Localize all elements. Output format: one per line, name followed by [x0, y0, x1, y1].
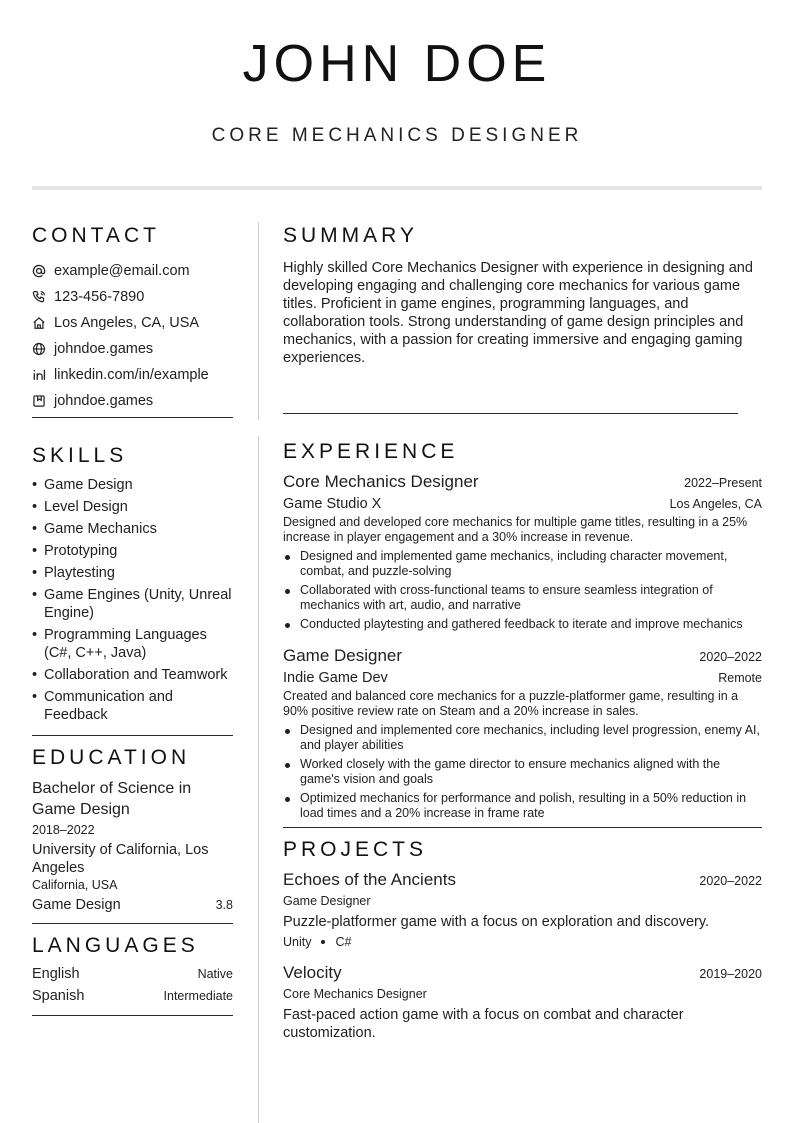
- education-field: Game Design: [32, 897, 121, 913]
- project-description: Puzzle-platformer game with a focus on exploration and discovery.: [283, 914, 710, 930]
- contact-linkedin[interactable]: [32, 362, 233, 388]
- phone-icon: [32, 290, 46, 304]
- projects-heading: PROJECTS: [283, 838, 428, 861]
- contact-list: [32, 258, 233, 414]
- left-column: [32, 224, 233, 1016]
- contact-email-text: example@email.com: [54, 263, 190, 279]
- at-icon: [32, 264, 46, 278]
- job-location: Los Angeles, CA: [669, 497, 762, 511]
- contact-phone[interactable]: [32, 284, 233, 310]
- job-company: Game Studio X: [283, 496, 382, 512]
- skill-item: • Level Design: [32, 498, 233, 516]
- contact-linkedin-text: linkedin.com/in/example: [54, 367, 209, 383]
- contact-website[interactable]: [32, 336, 233, 362]
- skills-list: [32, 476, 233, 724]
- candidate-name: JOHN DOE: [242, 35, 552, 93]
- job-title: Core Mechanics Designer: [283, 472, 479, 491]
- job-dates: 2022–Present: [684, 476, 762, 490]
- job-bullets: [283, 723, 762, 821]
- contact-website-text: johndoe.games: [54, 341, 154, 357]
- education-degree: Bachelor of Science in Game Design: [32, 780, 192, 818]
- experience-entry: [283, 646, 762, 821]
- contact-email[interactable]: [32, 258, 233, 284]
- language-row: [32, 965, 233, 983]
- language-row: [32, 987, 233, 1005]
- education-location: California, USA: [32, 878, 118, 892]
- summary-heading: SUMMARY: [283, 224, 418, 247]
- summary-divider: [283, 413, 738, 414]
- contact-location: [32, 310, 233, 336]
- project-title: Velocity: [283, 963, 342, 982]
- experience-heading: EXPERIENCE: [283, 440, 459, 463]
- job-bullet: Designed and implemented game mechanics, including character movement, combat, and puzzle-solving: [283, 549, 762, 579]
- job-bullet: Designed and implemented core mechanics, including level progression, enemy AI, and player abilities: [283, 723, 762, 753]
- languages-heading: LANGUAGES: [32, 934, 199, 957]
- job-bullet: Conducted playtesting and gathered feedback to iterate and improve mechanics: [283, 617, 762, 632]
- job-bullets: [283, 549, 762, 632]
- job-location: Remote: [718, 671, 762, 685]
- skill-item: • Game Design: [32, 476, 233, 494]
- job-title: Game Designer: [283, 646, 403, 665]
- language-level: Native: [197, 967, 233, 981]
- job-bullet: Collaborated with cross-functional teams to ensure seamless integration of mechanics with art, audio, and narrative: [283, 583, 762, 613]
- job-description: Created and balanced core mechanics for a puzzle-platformer game, resulting in a 90% positive review rate on Steam and a 20% increase in sales.: [283, 689, 739, 718]
- project-tags: [283, 935, 762, 949]
- summary-text: Highly skilled Core Mechanics Designer with experience in designing and developing engaging and challenging core mechanics for various game titles. Proficient in game engines, programming languages, and collaboration tools. Strong understanding of game design principles and mechanics, with a passion for creating immersive and engaging gaming experiences.: [283, 260, 753, 366]
- header-divider: [32, 186, 762, 190]
- language-name: Spanish: [32, 988, 85, 1004]
- column-divider-top: [258, 222, 259, 420]
- job-company-row: [283, 670, 762, 686]
- project-header: [283, 870, 762, 890]
- education-divider: [32, 923, 233, 924]
- project-role: Game Designer: [283, 894, 371, 908]
- project-dates: 2020–2022: [699, 874, 762, 888]
- project-tag: C#: [335, 935, 352, 949]
- linkedin-icon: [32, 368, 46, 382]
- job-description: Designed and developed core mechanics for multiple game titles, resulting in a 25% increase in player engagement and a 30% increase in revenue.: [283, 515, 748, 544]
- job-header: [283, 646, 762, 666]
- project-dates: 2019–2020: [699, 967, 762, 981]
- contact-portfolio[interactable]: [32, 388, 233, 414]
- contact-location-text: Los Angeles, CA, USA: [54, 315, 200, 331]
- home-icon: [32, 316, 46, 330]
- portfolio-icon: [32, 394, 46, 408]
- language-name: English: [32, 966, 80, 982]
- job-bullet: Optimized mechanics for performance and polish, resulting in a 50% reduction in load times and a 20% increase in frame rate: [283, 791, 762, 821]
- contact-heading: CONTACT: [32, 224, 160, 247]
- education-gpa: 3.8: [215, 898, 233, 912]
- education-school: University of California, Los Angeles: [32, 842, 209, 876]
- contact-divider: [32, 417, 233, 418]
- experience-divider: [283, 827, 762, 828]
- job-header: [283, 472, 762, 492]
- education-field-row: [32, 896, 233, 914]
- job-company: Indie Game Dev: [283, 670, 388, 686]
- experience-entry: [283, 472, 762, 632]
- skills-divider: [32, 735, 233, 736]
- project-title: Echoes of the Ancients: [283, 870, 456, 889]
- column-divider-bottom: [258, 436, 259, 1123]
- project-description: Fast-paced action game with a focus on combat and character customization.: [283, 1007, 684, 1041]
- job-company-row: [283, 496, 762, 512]
- skill-item: • Communication and Feedback: [32, 688, 233, 724]
- job-bullet: Worked closely with the game director to ensure mechanics aligned with the game's vision and goals: [283, 757, 762, 787]
- skills-heading: SKILLS: [32, 444, 128, 467]
- tag-separator: [321, 940, 325, 944]
- project-entry: [283, 963, 762, 1042]
- skill-item: • Playtesting: [32, 564, 233, 582]
- contact-portfolio-text: johndoe.games: [54, 393, 154, 409]
- globe-icon: [32, 342, 46, 356]
- skill-item: • Collaboration and Teamwork: [32, 666, 233, 684]
- skill-item: • Game Engines (Unity, Unreal Engine): [32, 586, 233, 622]
- project-tag: Unity: [283, 935, 312, 949]
- right-column: [283, 224, 762, 1042]
- skill-item: • Game Mechanics: [32, 520, 233, 538]
- project-role: Core Mechanics Designer: [283, 987, 427, 1001]
- job-role-title: CORE MECHANICS DESIGNER: [211, 125, 583, 146]
- project-entry: [283, 870, 762, 949]
- education-heading: EDUCATION: [32, 746, 191, 769]
- contact-phone-text: 123-456-7890: [54, 289, 145, 305]
- skill-item: • Programming Languages (C#, C++, Java): [32, 626, 233, 662]
- skill-item: • Prototyping: [32, 542, 233, 560]
- job-dates: 2020–2022: [699, 650, 762, 664]
- languages-divider: [32, 1015, 233, 1016]
- language-level: Intermediate: [163, 989, 233, 1003]
- education-dates: 2018–2022: [32, 823, 95, 837]
- project-header: [283, 963, 762, 983]
